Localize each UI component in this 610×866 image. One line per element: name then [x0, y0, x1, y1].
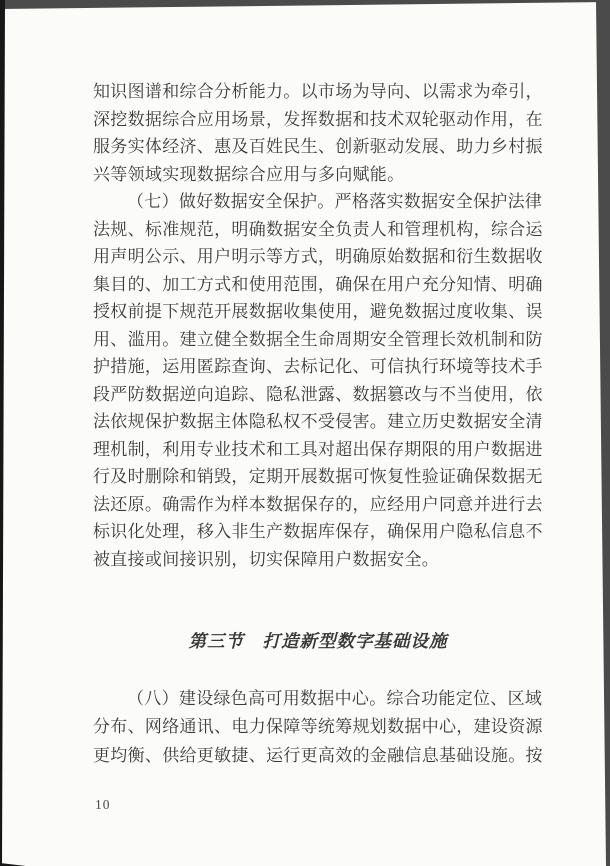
text-line: 被直接或间接识别，切实保障用户数据安全。 — [93, 549, 439, 569]
text-line: 段严防数据逆向追踪、隐私泄露、数据篡改与不当使用，依 — [93, 384, 543, 404]
text-line-paragraph-8-start: （八）建设绿色高可用数据中心。综合功能定位、区域 — [127, 688, 543, 708]
text-line: 更均衡、供给更敏捷、运行更高效的金融信息基础设施。按 — [93, 745, 543, 765]
text-line: 授权前提下规范开展数据收集使用，避免数据过度收集、误 — [93, 302, 543, 321]
text-line: 法还原。确需作为样本数据保存的，应经用户同意并进行去 — [93, 494, 543, 514]
text-line: 兴等领域实现数据综合应用与多向赋能。 — [93, 164, 405, 184]
scan-edge-top — [0, 0, 610, 9]
text-line: 用声明公示、用户明示等方式，明确原始数据和衍生数据收 — [93, 247, 543, 266]
text-line: 分布、网络通讯、电力保障等统筹规划数据中心，建设资源 — [93, 717, 543, 736]
text-line: 深挖数据综合应用场景，发挥数据和技术双轮驱动作用，在 — [93, 109, 543, 129]
text-line: 知识图谱和综合分析能力。以市场为导向、以需求为牵引， — [93, 82, 543, 101]
text-line: 法依规保护数据主体隐私权不受侵害。建立历史数据安全清 — [93, 412, 543, 431]
text-line: 行及时删除和销毁，定期开展数据可恢复性验证确保数据无 — [93, 467, 543, 486]
scan-edge-left — [0, 0, 7, 866]
text-line: 标识化处理，移入非生产数据库保存，确保用户隐私信息不 — [93, 522, 543, 541]
text-line-paragraph-7-start: （七）做好数据安全保护。严格落实数据安全保护法律 — [127, 192, 543, 211]
page-number: 10 — [95, 797, 111, 812]
section-heading: 第三节 打造新型数字基础设施 — [188, 631, 448, 651]
text-line: 用、滥用。建立健全数据全生命周期安全管理长效机制和防 — [93, 329, 543, 349]
text-line: 法规、标准规范，明确数据安全负责人和管理机构，综合运 — [93, 219, 543, 239]
text-line: 护措施，运用匿踪查询、去标记化、可信执行环境等技术手 — [93, 357, 543, 376]
document-text-block — [93, 78, 543, 770]
text-line: 服务实体经济、惠及百姓民生、创新驱动发展、助力乡村振 — [93, 137, 543, 156]
text-line: 集目的、加工方式和使用范围，确保在用户充分知情、明确 — [93, 274, 543, 294]
text-line: 理机制，利用专业技术和工具对超出保存期限的用户数据进 — [93, 439, 543, 459]
scan-edge-right — [595, 0, 610, 866]
